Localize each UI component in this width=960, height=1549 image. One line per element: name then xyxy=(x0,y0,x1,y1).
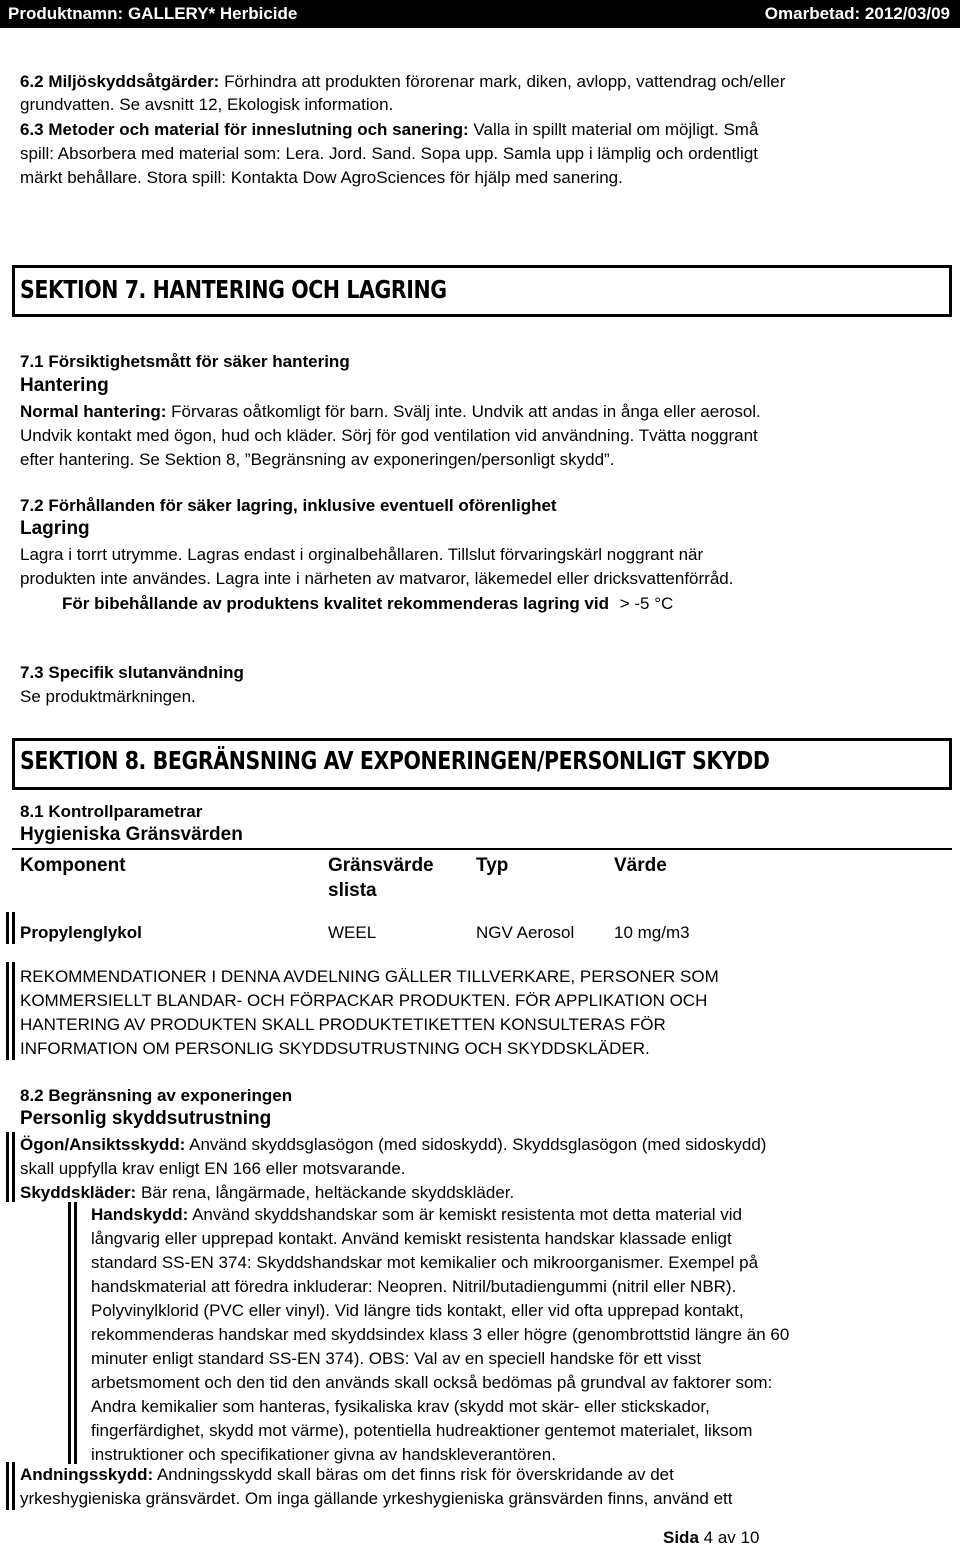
quality-text: För bibehållande av produktens kvalitet rekommenderas lagring vid xyxy=(62,594,609,613)
col-komponent: Komponent xyxy=(20,855,126,876)
table-top-rule xyxy=(12,848,952,850)
hand-line: standard SS-EN 374: Skyddshandskar mot kemikalier och mikroorganismer. Exempel på xyxy=(91,1253,759,1272)
breath-line1 xyxy=(20,1463,674,1486)
col-gransvarde: Gränsvärde xyxy=(328,855,434,876)
normal-line1 xyxy=(20,400,761,423)
hand-text0: Använd skyddshandskar som är kemiskt resistenta mot detta material vid xyxy=(192,1205,742,1224)
row-component: Propylenglykol xyxy=(20,923,142,942)
s63-label: 6.3 Metoder och material för inneslutning och sanering: xyxy=(20,120,469,139)
eye-text1: Använd skyddsglasögon (med sidoskydd). Skyddsglasögon (med sidoskydd) xyxy=(189,1135,767,1154)
change-bar xyxy=(6,1462,9,1510)
s63-line1 xyxy=(20,118,758,141)
change-bar xyxy=(12,1132,15,1202)
row-value: 10 mg/m3 xyxy=(614,923,690,942)
revision-date: Omarbetad: 2012/03/09 xyxy=(764,4,950,23)
eye-line1 xyxy=(20,1133,766,1156)
change-bar xyxy=(12,1462,15,1510)
eye-label: Ögon/Ansiktsskydd: xyxy=(20,1135,186,1154)
s62-label: 6.2 Miljöskyddsåtgärder: xyxy=(20,72,220,91)
h73-heading: 7.3 Specifik slutanvändning xyxy=(20,663,244,682)
hand-line: rekommenderas handskar med skyddsindex klass 3 eller högre (genombrottstid längre än 60 xyxy=(91,1325,790,1344)
change-bar xyxy=(74,1202,77,1464)
rec-line1: REKOMMENDATIONER I DENNA AVDELNING GÄLLER TILLVERKARE, PERSONER SOM xyxy=(20,967,719,986)
row-type: NGV Aerosol xyxy=(476,923,575,942)
breath-line2: yrkeshygieniska gränsvärdet. Om inga gällande yrkeshygieniska gränsvärden finns, använd ett xyxy=(20,1489,733,1508)
rec-line4: INFORMATION OM PERSONLIG SKYDDSUTRUSTNING OCH SKYDDSKLÄDER. xyxy=(20,1039,650,1058)
page-sida: Sida xyxy=(663,1528,699,1547)
hand-line: Polyvinylklorid (PVC eller vinyl). Vid längre tids kontakt, eller vid ofta upprepad kontakt, xyxy=(91,1301,744,1320)
hand-label: Handskydd: xyxy=(91,1205,189,1224)
hand-line: instruktioner och specifikationer givna av handskleverantören. xyxy=(91,1445,556,1464)
s63-line3: märkt behållare. Stora spill: Kontakta Dow AgroSciences för hjälp med sanering. xyxy=(20,168,623,187)
s62-text1: Förhindra att produkten förorenar mark, diken, avlopp, vattendrag och/eller xyxy=(224,72,786,91)
s62-line1 xyxy=(20,70,785,93)
s63-text1: Valla in spillt material om möjligt. Små xyxy=(473,120,759,139)
breath-label: Andningsskydd: xyxy=(20,1465,154,1484)
col-typ: Typ xyxy=(476,855,509,876)
row-limitlist: WEEL xyxy=(328,923,377,942)
hand-line: fingerfärdighet, skydd mot värme), potentiella hudreaktioner gentemot materialet, liksom xyxy=(91,1421,753,1440)
rec-line2: KOMMERSIELLT BLANDAR- OCH FÖRPACKAR PRODUKTEN. FÖR APPLIKATION OCH xyxy=(20,991,708,1010)
col-gransvarde-sub: slista xyxy=(328,880,377,901)
col-varde: Värde xyxy=(614,855,667,876)
h82-heading: 8.2 Begränsning av exponeringen xyxy=(20,1086,293,1105)
page-count: 4 av 10 xyxy=(703,1528,760,1547)
s62-line2: grundvatten. Se avsnitt 12, Ekologisk information. xyxy=(20,95,394,114)
lagring-line2: produkten inte användes. Lagra inte i närheten av matvaror, läkemedel eller dricksvattenförråd. xyxy=(20,569,734,588)
hand-line: minuter enligt standard SS-EN 374). OBS: Val av en speciell handske för ett visst xyxy=(91,1349,702,1368)
s63-line2: spill: Absorbera med material som: Lera. Jord. Sand. Sopa upp. Samla upp i lämplig och ordentligt xyxy=(20,144,759,163)
quality-line xyxy=(62,592,673,615)
change-bar xyxy=(6,912,9,944)
change-bar xyxy=(12,962,15,1060)
hand-line0 xyxy=(91,1203,742,1226)
normal-text1: Förvaras oåtkomligt för barn. Svälj inte. Undvik att andas in ånga eller aerosol. xyxy=(171,402,761,421)
product-name: Produktnamn: GALLERY* Herbicide xyxy=(8,4,298,23)
hand-line: Andra kemikalier som hanteras, fysikaliska krav (skydd mot skär- eller stickskador, xyxy=(91,1397,710,1416)
hand-line: långvarig eller upprepad kontakt. Använd kemiskt resistenta handskar klassade enligt xyxy=(91,1229,732,1248)
hantering-heading: Hantering xyxy=(20,375,109,396)
section7-title: SEKTION 7. HANTERING OCH LAGRING xyxy=(20,275,447,304)
eye-line2: skall uppfylla krav enligt EN 166 eller motsvarande. xyxy=(20,1159,406,1178)
lagring-line1: Lagra i torrt utrymme. Lagras endast i orginalbehållaren. Tillslut förvaringskärl noggrant när xyxy=(20,545,704,564)
breath-text1: Andningsskydd skall bäras om det finns risk för överskridande av det xyxy=(156,1465,674,1484)
change-bar xyxy=(6,962,9,1060)
h72-heading: 7.2 Förhållanden för säker lagring, inklusive eventuell oförenlighet xyxy=(20,496,557,515)
h81-heading: 8.1 Kontrollparametrar xyxy=(20,802,203,821)
clothes-line xyxy=(20,1181,514,1204)
psu-heading: Personlig skyddsutrustning xyxy=(20,1108,272,1129)
h71-heading: 7.1 Försiktighetsmått för säker hantering xyxy=(20,352,350,371)
rec-line3: HANTERING AV PRODUKTEN SKALL PRODUKTETIKETTEN KONSULTERAS FÖR xyxy=(20,1015,666,1034)
hand-line: handskmaterial att föredra inkluderar: Neopren. Nitril/butadiengummi (nitril eller NBR). xyxy=(91,1277,737,1296)
clothes-text: Bär rena, långärmade, heltäckande skyddskläder. xyxy=(140,1183,515,1202)
hyg-heading: Hygieniska Gränsvärden xyxy=(20,824,243,845)
h73-text: Se produktmärkningen. xyxy=(20,687,196,706)
section8-title: SEKTION 8. BEGRÄNSNING AV EXPONERINGEN/PERSONLIGT SKYDD xyxy=(20,746,770,775)
lagring-heading: Lagring xyxy=(20,518,90,539)
normal-label: Normal hantering: xyxy=(20,402,167,421)
quality-temp: > -5 °C xyxy=(619,594,674,613)
page-number xyxy=(663,1526,759,1549)
normal-line2: Undvik kontakt med ögon, hud och kläder. Sörj för god ventilation vid användning. Tvätta noggrant xyxy=(20,426,758,445)
document-header xyxy=(0,0,960,28)
clothes-label: Skyddskläder: xyxy=(20,1183,137,1202)
change-bar xyxy=(6,1132,9,1202)
change-bar xyxy=(68,1202,71,1464)
normal-line3: efter hantering. Se Sektion 8, ”Begränsning av exponeringen/personligt skydd”. xyxy=(20,450,615,469)
hand-line: arbetsmoment och den tid den används skall också bedömas på grundval av faktorer som: xyxy=(91,1373,773,1392)
change-bar xyxy=(12,912,15,944)
